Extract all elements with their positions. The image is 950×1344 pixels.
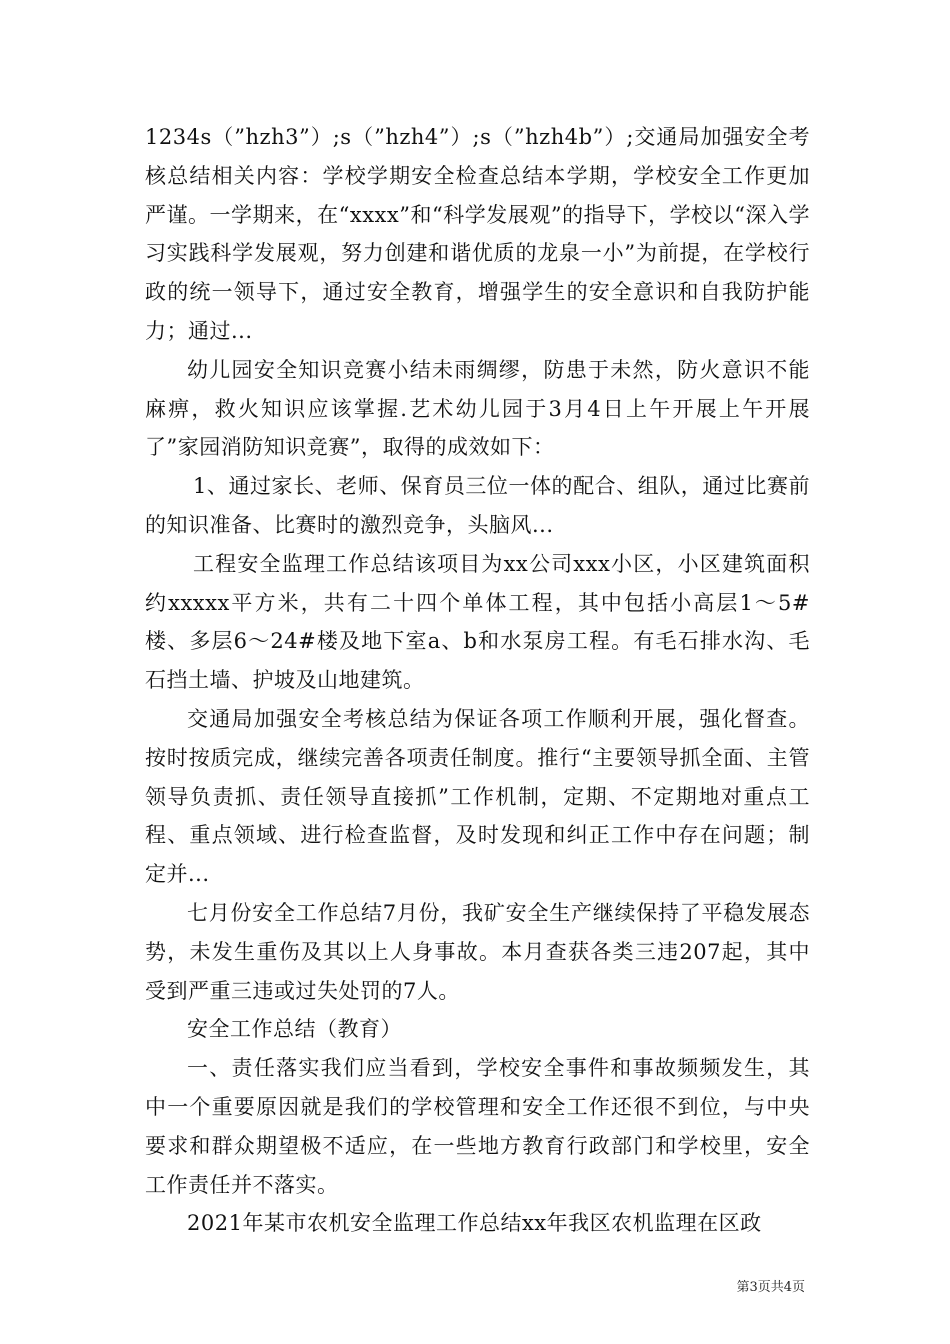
- paragraph-6: 七月份安全工作总结7月份，我矿安全生产继续保持了平稳发展态势，未发生重伤及其以上人身事故。本月查获各类三违207起，其中受到严重三违或过失处罚的7人。: [145, 900, 810, 1003]
- paragraph-8: 一、责任落实我们应当看到，学校安全事件和事故频频发生，其中一个重要原因就是我们的学校管理和安全工作还很不到位，与中央要求和群众期望极不适应，在一些地方教育行政部门和学校里，安全工作责任并不落实。: [145, 1056, 810, 1197]
- paragraph-7: 安全工作总结（教育）: [187, 1017, 402, 1042]
- page-number-footer: 第3页共4页: [736, 1280, 805, 1295]
- paragraph-3: 1、通过家长、老师、保育员三位一体的配合、组队，通过比赛前的知识准备、比赛时的激烈竞争，头脑风...: [145, 474, 810, 537]
- paragraph-9: 2021年某市农机安全监理工作总结xx年我区农机监理在区政: [187, 1211, 762, 1236]
- paragraph-5: 交通局加强安全考核总结为保证各项工作顺利开展，强化督查。按时按质完成，继续完善各项责任制度。推行“主要领导抓全面、主管领导负责抓、责任领导直接抓”工作机制，定期、不定期地对重点工程、重点领域、进行检查监督，及时发现和纠正工作中存在问题；制定并...: [145, 706, 810, 887]
- paragraph-4: 工程安全监理工作总结该项目为xx公司xxx小区，小区建筑面积约xxxxx平方米，共有二十四个单体工程，其中包括小高层1～5#楼、多层6～24#楼及地下室a、b和水泵房工程。有毛石排水沟、毛石挡土墙、护坡及山地建筑。: [145, 551, 810, 693]
- paragraph-1: 1234s（”hzh3”）;s（”hzh4”）;s（”hzh4b”）;交通局加强安全考核总结相关内容：学校学期安全检查总结本学期，学校安全工作更加严谨。一学期来，在“xxxx”和“科学发展观”的指导下，学校以“深入学习实践科学发展观，努力创建和谐优质的龙泉一小”为前提，在学校行政的统一领导下，通过安全教育，增强学生的安全意识和自我防护能力；通过...: [145, 125, 810, 343]
- document-body: [145, 118, 810, 1243]
- paragraph-2: 幼儿园安全知识竞赛小结未雨绸缪，防患于未然，防火意识不能麻痹，救火知识应该掌握.艺术幼儿园于3月4日上午开展上午开展了”家园消防知识竞赛”，取得的成效如下：: [145, 357, 810, 460]
